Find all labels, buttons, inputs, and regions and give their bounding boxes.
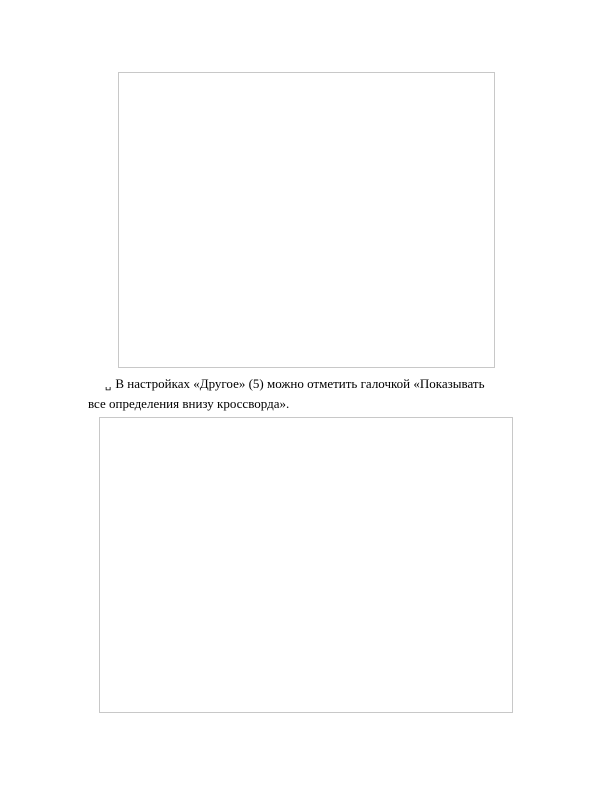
screenshot-image-top (118, 72, 495, 368)
paragraph-text-line-1: В настройках «Другое» (5) можно отметить галочкой «Показывать (115, 376, 485, 391)
bullet-icon: ␣ (105, 380, 112, 391)
paragraph-line-1 (88, 375, 538, 395)
screenshot-image-bottom (99, 417, 513, 713)
paragraph-text-line-2: все определения внизу кроссворда». (88, 396, 290, 411)
instruction-paragraph (88, 375, 538, 413)
